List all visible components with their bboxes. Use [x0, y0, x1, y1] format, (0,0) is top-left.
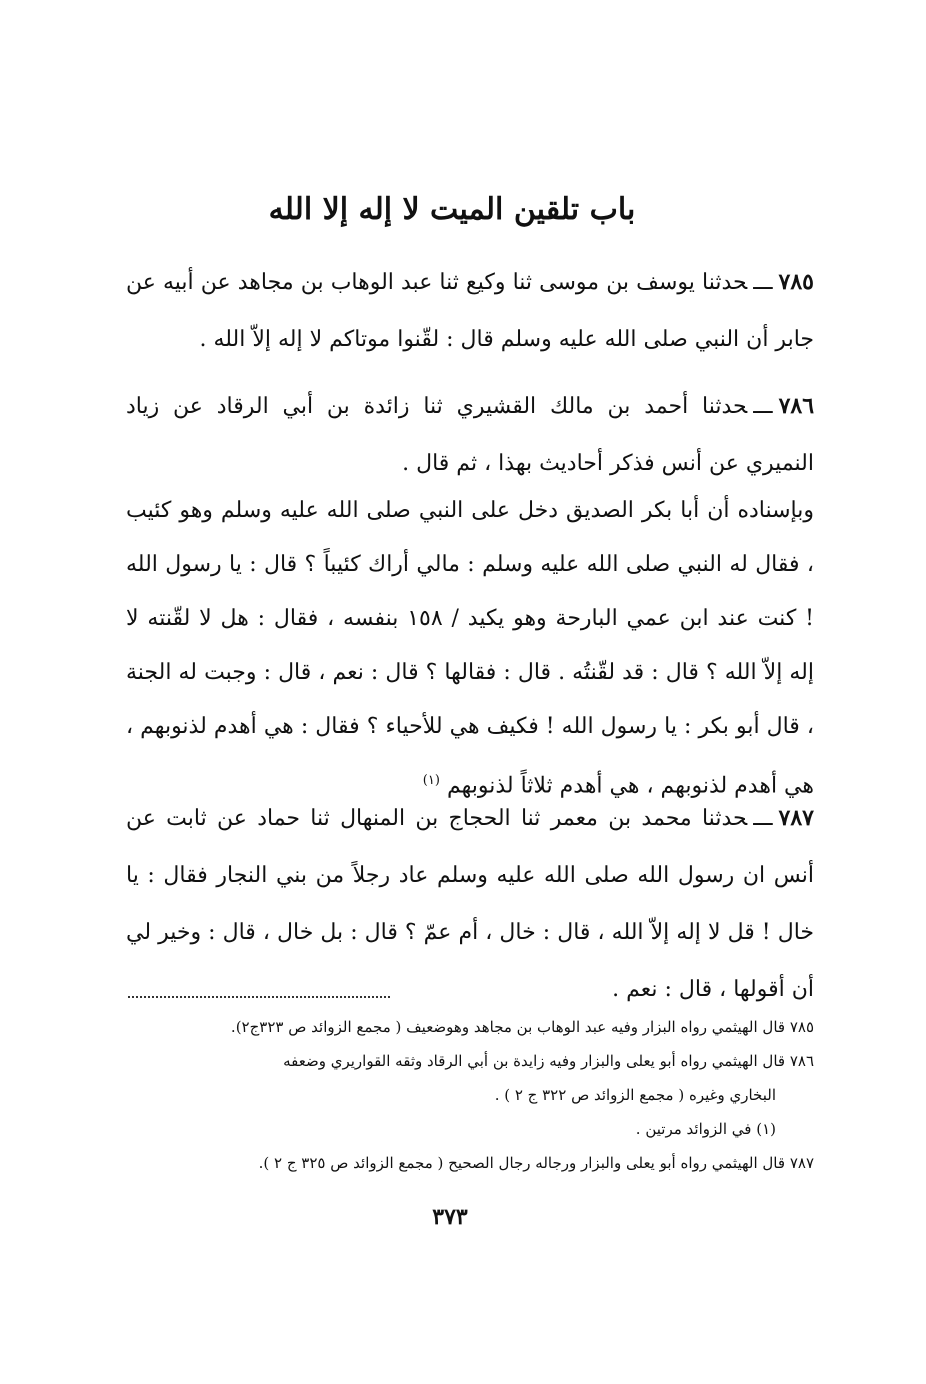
- page-number: ٣٧٣: [432, 1204, 468, 1230]
- hadith-number: ٧٨٦: [778, 393, 815, 419]
- footnote-ref-1: (١) في الزوائد مرتين .: [635, 1120, 776, 1138]
- footnote-marker: (١): [422, 773, 440, 788]
- hadith-number: ٧٨٧: [778, 805, 814, 831]
- dash: ـــ: [753, 806, 773, 831]
- footnotes: [114, 1010, 814, 1180]
- footnote-786-continued: البخاري وغيره ( مجمع الزوائد ص ٣٢٢ ج ٢ ) .: [494, 1086, 776, 1104]
- hadith-787: [126, 790, 814, 1018]
- hadith-text: حدثنا محمد بن معمر ثنا الحجاج بن المنهال ثنا حماد عن ثابت عن أنس ان رسول الله صلى الله عليه وسلم عاد رجلاً من بني النجار فقال : يا خال ! قل لا إله إلاّ الله ، قال : خال ، أم عمّ ؟ قال : بل خال ، قال : وخير لي أن أقولها ، قال : نعم .: [126, 806, 814, 1002]
- hadith-number: ٧٨٥: [778, 269, 814, 295]
- footnote-787: ٧٨٧ قال الهيثمي رواه أبو يعلى والبزار ورجاله رجال الصحيح ( مجمع الزوائد ص ٣٢٥ ج ٢ ).: [258, 1154, 814, 1172]
- hadith-text: وبإسناده أن أبا بكر الصديق دخل على النبي صلى الله عليه وسلم وهو كئيب ، فقال له النبي صلى الله عليه وسلم : مالي أراك كئيباً ؟ قال : يا رسول الله ! كنت عند ابن عمي البارحة وهو يكيد / ١٥٨ بنفسه ، فقال : هل لا لقّنته لا إله إلاّ الله ؟ قال : قد لقّنتُه . قال : فقالها ؟ قال : نعم ، قال : وجبت له الجنة ، قال أبو بكر : يا رسول الله ! فكيف هي للأحياء ؟ فقال : هي أهدم لذنوبهم ، هي أهدم لذنوبهم ، هي أهدم ثلاثاً لذنوبهم: [126, 498, 814, 799]
- hadith-text: حدثنا أحمد بن مالك القشيري ثنا زائدة بن أبي الرقاد عن زياد النميري عن أنس فذكر أحاديث بهذا ، ثم قال .: [126, 394, 814, 476]
- footnote-785: ٧٨٥ قال الهيثمي رواه البزار وفيه عبد الوهاب بن مجاهد وهوضعيف ( مجمع الزوائد ص ٣٢٣ج٢).: [230, 1018, 814, 1036]
- chapter-title: باب تلقين الميت لا إله إلا الله: [268, 192, 636, 227]
- hadith-786: [126, 378, 814, 492]
- footnote-divider: [128, 996, 390, 998]
- hadith-785: [126, 254, 814, 368]
- footnote-786: ٧٨٦ قال الهيثمي رواه أبو يعلى والبزار وفيه زايدة بن أبي الرقاد وثقه القواريري وضعفه: [283, 1052, 814, 1070]
- dash: ـــ: [753, 270, 773, 295]
- dash: ـــ: [753, 394, 773, 419]
- hadith-786-continuation: [126, 484, 814, 813]
- hadith-text: حدثنا يوسف بن موسى ثنا وكيع ثنا عبد الوهاب بن مجاهد عن أبيه عن جابر أن النبي صلى الله عليه وسلم قال : لقّنوا موتاكم لا إله إلاّ الله .: [126, 270, 814, 352]
